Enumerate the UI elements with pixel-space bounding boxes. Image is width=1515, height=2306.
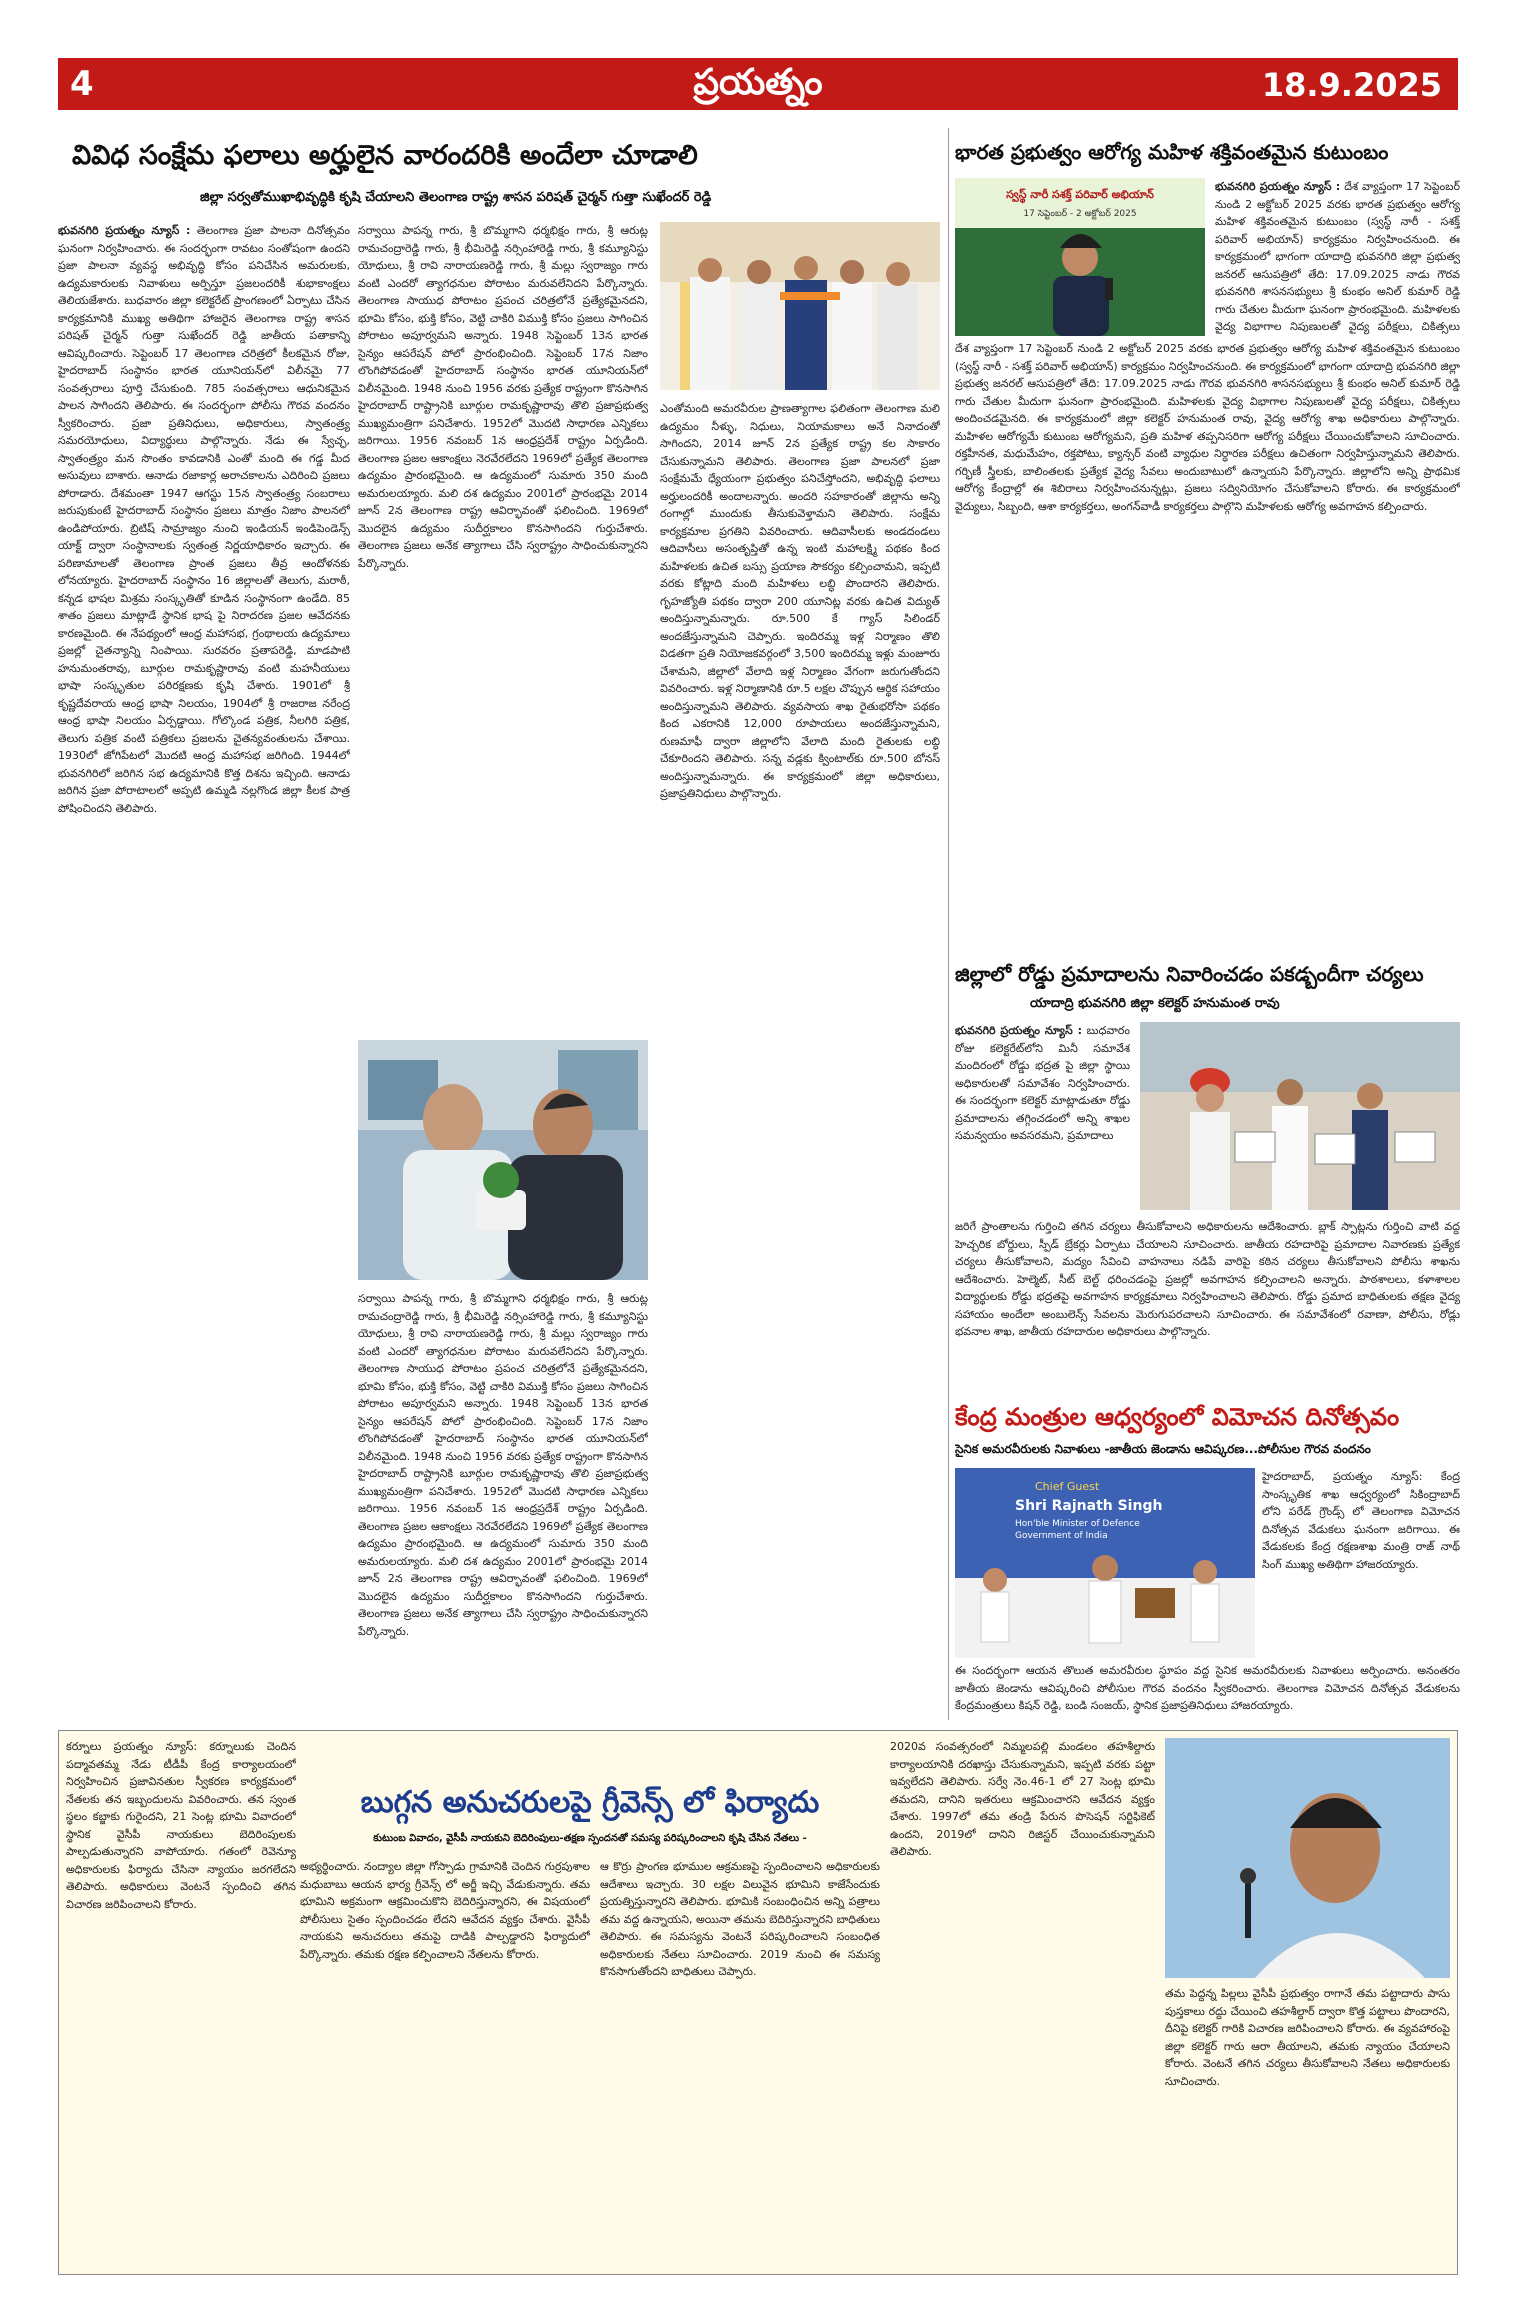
story5-column-4 bbox=[890, 1738, 1155, 2268]
poster-guest-title: Hon'ble Minister of Defence bbox=[1015, 1519, 1140, 1529]
story2-column-b bbox=[955, 340, 1460, 955]
photo-health-campaign bbox=[955, 178, 1205, 336]
story3-body bbox=[955, 1218, 1460, 1398]
story1-column-2-bottom bbox=[358, 1290, 648, 1712]
banner-line-1: స్వస్థ్ నారీ సశక్త్ పరివార్ అభియాన్ bbox=[1006, 188, 1154, 201]
story1-headline: వివిధ సంక్షేమ ఫలాలు అర్హులైన వారందరికి అందేలా చూడాలి bbox=[72, 140, 698, 171]
story1-col2b-text: సర్వాయి పాపన్న గారు, శ్రీ బొమ్మగాని ధర్మభిక్షం గారు, శ్రీ ఆరుట్ల రామచంద్రారెడ్డి గారు, శ్రీ భీమిరెడ్డి నర్సింహారెడ్డి గారు, శ్రీ కమ్యూనిస్టు యోధులు, శ్రీ రావి నారాయణరెడ్డి గారు, శ్రీ మల్లు స్వరాజ్యం గారు వంటి ఎందరో త్యాగధనుల పోరాటం మరువలేనిదని పేర్కొన్నారు. తెలంగాణ సాయుధ పోరాటం ప్రపంచ చరిత్రలోనే ప్రత్యేకమైనదని, భూమి కోసం, భుక్తి కోసం, వెట్టి చాకిరి విముక్తి కోసం ప్రజలు సాగించిన పోరాటం అపూర్వమని అన్నారు. 1948 సెప్టెంబర్ 13న భారత సైన్యం ఆపరేషన్ పోలో ప్రారంభించింది. సెప్టెంబర్ 17న నిజాం లొంగిపోవడంతో హైదరాబాద్ సంస్థానం భారత యూనియన్‌లో విలీనమైంది. 1948 నుంచి 1956 వరకు ప్రత్యేక రాష్ట్రంగా కొనసాగిన హైదరాబాద్ రాష్ట్రానికి బూర్గుల రామకృష్ణారావు తొలి ప్రజాప్రభుత్వ ముఖ్యమంత్రిగా పనిచేశారు. 1952లో మొదటి సాధారణ ఎన్నికలు జరిగాయి. 1956 నవంబర్ 1న ఆంధ్రప్రదేశ్ రాష్ట్రం ఏర్పడింది. తెలంగాణ ప్రజల ఆకాంక్షలు నెరవేరలేదని 1969లో ప్రత్యేక తెలంగాణ ఉద్యమం ప్రారంభమైంది. ఆ ఉద్యమంలో సుమారు 350 మంది అమరులయ్యారు. మలి దశ ఉద్యమం 2001లో ప్రారంభమై 2014 జూన్ 2న తెలంగాణ రాష్ట్ర ఆవిర్భావంతో ఫలించింది. 1969లో మొదలైన ఉద్యమం సుదీర్ఘకాలం కొనసాగిందని గుర్తుచేశారు. తెలంగాణ ప్రజలు అనేక త్యాగాలు చేసి స్వరాష్ట్రం సాధించుకున్నారని పేర్కొన్నారు. bbox=[358, 1292, 648, 1638]
photo-plant-gift bbox=[358, 1040, 648, 1280]
photo-road-safety-release bbox=[1140, 1022, 1460, 1210]
photo-speaker-portrait bbox=[1165, 1738, 1450, 1978]
story5-col5-text: తమ పెద్దన్న పిల్లలు వైసీపీ ప్రభుత్వం రాగానే తమ పట్టాదారు పాసు పుస్తకాలు రద్దు చేయించి తహశీల్దార్ ద్వారా కొత్త పట్టాలు పొందారని, దీనిపై కలెక్టర్ గారికి విచారణ జరిపించాలని కోరారు. ఈ వ్యవహారంపై జిల్లా కలెక్టర్ గారు ఆరా తీయాలని, తమకు న్యాయం చేయాలని కోరారు. వెంటనే తగిన చర్యలు తీసుకోవాలని నేతలు అధికారులకు సూచించారు. bbox=[1165, 1987, 1450, 2088]
story4-body-right: హైదరాబాద్, ప్రయత్నం న్యూస్: కేంద్ర సాంస్కృతిక శాఖ ఆధ్వర్యంలో సికింద్రాబాద్ లోని పరేడ్ గ్రౌండ్స్ లో తెలంగాణ విమోచన దినోత్సవ వేడుకలు ఘనంగా జరిగాయి. ఈ వేడుకలకు కేంద్ర రక్షణశాఖ మంత్రి రాజ్ నాథ్ సింగ్ ముఖ్య అతిథిగా హాజరయ్యారు. bbox=[1262, 1470, 1460, 1571]
story2-column-a bbox=[1215, 178, 1460, 336]
story5-col2-text: అభ్యర్థించారు. నంద్యాల జిల్లా గోస్పాడు గ్రామానికి చెందిన గుర్రపుశాల మధుబాబు ఆయన భార్య గ్రీవెన్స్ లో అర్జీ ఇచ్చి వేడుకున్నారు. తమ భూమిని అక్రమంగా ఆక్రమించుకొని బెదిరిస్తున్నారని, ఈ విషయంలో పోలీసులు సైతం స్పందించడం లేదని ఆవేదన వ్యక్తం చేశారు. వైసీపీ నాయకుని అనుచరులు తమపై దాడికి పాల్పడ్డారని ఫిర్యాదులో పేర్కొన్నారు. తమకు రక్షణ కల్పించాలని నేతలను కోరారు. bbox=[300, 1860, 590, 1961]
story5-column-3 bbox=[600, 1858, 880, 2268]
story1-col2-text: సర్వాయి పాపన్న గారు, శ్రీ బొమ్మగాని ధర్మభిక్షం గారు, శ్రీ ఆరుట్ల రామచంద్రారెడ్డి గారు, శ్రీ భీమిరెడ్డి నర్సింహారెడ్డి గారు, శ్రీ కమ్యూనిస్టు యోధులు, శ్రీ రావి నారాయణరెడ్డి గారు, శ్రీ మల్లు స్వరాజ్యం గారు వంటి ఎందరో త్యాగధనుల పోరాటం మరువలేనిదని పేర్కొన్నారు. తెలంగాణ సాయుధ పోరాటం ప్రపంచ చరిత్రలోనే ప్రత్యేకమైనదని, భూమి కోసం, భుక్తి కోసం, వెట్టి చాకిరి విముక్తి కోసం ప్రజలు సాగించిన పోరాటం అపూర్వమని అన్నారు. 1948 సెప్టెంబర్ 13న భారత సైన్యం ఆపరేషన్ పోలో ప్రారంభించింది. సెప్టెంబర్ 17న నిజాం లొంగిపోవడంతో హైదరాబాద్ సంస్థానం భారత యూనియన్‌లో విలీనమైంది. 1948 నుంచి 1956 వరకు ప్రత్యేక రాష్ట్రంగా కొనసాగిన హైదరాబాద్ రాష్ట్రానికి బూర్గుల రామకృష్ణారావు తొలి ప్రజాప్రభుత్వ ముఖ్యమంత్రిగా పనిచేశారు. 1952లో మొదటి సాధారణ ఎన్నికలు జరిగాయి. 1956 నవంబర్ 1న ఆంధ్రప్రదేశ్ రాష్ట్రం ఏర్పడింది. తెలంగాణ ప్రజల ఆకాంక్షలు నెరవేరలేదని 1969లో ప్రత్యేక తెలంగాణ ఉద్యమం ప్రారంభమైంది. ఆ ఉద్యమంలో సుమారు 350 మంది అమరులయ్యారు. మలి దశ ఉద్యమం 2001లో ప్రారంభమై 2014 జూన్ 2న తెలంగాణ రాష్ట్ర ఆవిర్భావంతో ఫలించింది. 1969లో మొదలైన ఉద్యమం సుదీర్ఘకాలం కొనసాగిందని గుర్తుచేశారు. తెలంగాణ ప్రజలు అనేక త్యాగాలు చేసి స్వరాష్ట్రం సాధించుకున్నారని పేర్కొన్నారు. bbox=[358, 224, 648, 570]
story3-col-left-text: బుధవారం రోజు కలెక్టరేట్‌లోని మినీ సమావేశ మందిరంలో రోడ్డు భద్రత పై జిల్లా స్థాయి అధికారులతో సమావేశం నిర్వహించారు. ఈ సందర్భంగా కలెక్టర్ మాట్లాడుతూ రోడ్డు ప్రమాదాలను తగ్గించడంలో అన్ని శాఖల సమన్వయం అవసరమని, ప్రమాదాలు bbox=[955, 1024, 1130, 1142]
story5-col1-text: కర్నూలు ప్రయత్నం న్యూస్: కర్నూలుకు చెందిన పద్మావతమ్మ నేడు టీడీపీ కేంద్ర కార్యాలయంలో నిర్వహించిన ప్రజావినతుల స్వీకరణ కార్యక్రమంలో నేతలకు తన ఇబ్బందులను వివరించారు. తన స్వంత స్థలం కబ్జాకు గురైందని, 21 సెంట్ల భూమి వివాదంలో స్థానిక వైసీపీ నాయకులు బెదిరింపులకు పాల్పడుతున్నారని వాపోయారు. గతంలో రెవెన్యూ అధికారులకు ఫిర్యాదు చేసినా న్యాయం జరగలేదని తెలిపారు. అధికారులు వెంటనే స్పందించి తగిన విచారణ జరిపించాలని కోరారు. bbox=[66, 1740, 296, 1911]
page-number: 4 bbox=[70, 64, 94, 104]
story3-column-left bbox=[955, 1022, 1130, 1212]
story1-byline: జిల్లా సర్వతోముఖాభివృద్ధికి కృషి చేయాలని తెలంగాణ రాష్ట్ర శాసన పరిషత్ చైర్మన్ గుత్తా సుఖేందర్ రెడ్డి bbox=[200, 190, 712, 205]
story1-column-2-top bbox=[358, 222, 648, 1026]
poster-chief-guest: Chief Guest bbox=[1035, 1480, 1100, 1493]
poster-government: Government of India bbox=[1015, 1531, 1108, 1541]
story3-dateline: భువనగిరి ప్రయత్నం న్యూస్ : bbox=[955, 1024, 1082, 1037]
story2-body-a: దేశ వ్యాప్తంగా 17 సెప్టెంబర్ నుండి 2 అక్టోబర్ 2025 వరకు భారత ప్రభుత్వం ఆరోగ్య మహిళ శక్తివంతమైన కుటుంబం (స్వస్థ్ నారీ - సశక్త్ పరివార్ అభియాన్) కార్యక్రమం నిర్వహించనుంది. ఈ కార్యక్రమంలో భాగంగా యాదాద్రి భువనగిరి జిల్లా ప్రభుత్వ జనరల్ ఆసుపత్రిలో తేది: 17.09.2025 నాడు గౌరవ భువనగిరి శాసనసభ్యులు శ్రీ కుంభం అనిల్ కుమార్ రెడ్డి గారు చేతుల మీదుగా ఘనంగా ప్రారంభమైంది. మహిళలకు వైద్య విభాగాల నిపుణులతో వైద్య పరీక్షలు, చికిత్సలు bbox=[1215, 180, 1460, 333]
photo-felicitation-stage bbox=[660, 222, 940, 390]
story1-col3-text: ఎంతోమంది అమరవీరుల ప్రాణత్యాగాల ఫలితంగా తెలంగాణ మలి ఉద్యమం నీళ్ళు, నిధులు, నియామకాలు అనే నినాదంతో సాగిందని, 2014 జూన్ 2న ప్రత్యేక రాష్ట్ర కల సాకారం చేసుకున్నామని తెలిపారు. తెలంగాణ ప్రజా పాలనలో ప్రజా సంక్షేమమే ధ్యేయంగా ప్రభుత్వం పనిచేస్తోందని, అభివృద్ధి ఫలాలు అర్హులందరికీ అందాలన్నారు. అందరి సహకారంతో జిల్లాను అన్ని రంగాల్లో ముందుకు తీసుకువెళ్తామని తెలిపారు. సంక్షేమ కార్యక్రమాల ప్రగతిని వివరించారు. ఆదివాసీలకు అండదండలు ఆదివాసీలు అసంతృప్తితో ఉన్న ఇంటి మహాలక్ష్మి పథకం కింద మహిళలకు ఉచిత బస్సు ప్రయాణ సౌకర్యం కల్పించామని, ఇప్పటి వరకు కోట్లాది మంది మహిళలు లబ్ధి పొందారని తెలిపారు. గృహజ్యోతి పథకం ద్వారా 200 యూనిట్ల వరకు ఉచిత విద్యుత్ అందిస్తున్నామన్నారు. రూ.500 కే గ్యాస్ సిలిండర్ అందజేస్తున్నామని చెప్పారు. ఇందిరమ్మ ఇళ్ల నిర్మాణం తొలి విడతగా ప్రతి నియోజకవర్గంలో 3,500 ఇందిరమ్మ ఇళ్లు మంజూరు చేశామని, జిల్లాలో వేలాది ఇళ్ల నిర్మాణం వేగంగా జరుగుతోందని వివరించారు. ఇళ్ల నిర్మాణానికి రూ.5 లక్షల చొప్పున ఆర్థిక సహాయం అందిస్తున్నామని తెలిపారు. వ్యవసాయ శాఖ రైతుభరోసా పథకం కింద ఎకరానికి 12,000 రూపాయలు అందజేస్తున్నామని, రుణమాఫీ ద్వారా జిల్లాలోని వేలాది మంది రైతులకు లబ్ధి చేకూరిందని తెలిపారు. సన్న వడ్లకు క్వింటాల్‌కు రూ.500 బోనస్ అందిస్తున్నామన్నారు. ఈ కార్యక్రమంలో జిల్లా అధికారులు, ప్రజాప్రతినిధులు పాల్గొన్నారు. bbox=[660, 402, 940, 800]
story5-col4-text: 2020వ సంవత్సరంలో నిమ్మలపల్లి మండలం తహశీల్దారు కార్యాలయానికి దరఖాస్తు చేసుకున్నామని, ఇప్పటి వరకు పట్టా ఇవ్వలేదని తెలిపారు. సర్వే నెం.46-1 లో 27 సెంట్ల భూమి తమదని, దానిని ఇతరులు ఆక్రమించారని ఆవేదన వ్యక్తం చేశారు. 1997లో తమ తండ్రి పేరున పొసెషన్ సర్టిఫికెట్ ఉందని, 2019లో దానిని రిజిస్టర్ చేయించుకున్నామని తెలిపారు. bbox=[890, 1740, 1155, 1858]
story5-column-5 bbox=[1165, 1985, 1450, 2268]
story4-column-bottom bbox=[955, 1662, 1460, 1716]
story2-body-b: దేశ వ్యాప్తంగా 17 సెప్టెంబర్ నుండి 2 అక్టోబర్ 2025 వరకు భారత ప్రభుత్వం ఆరోగ్య మహిళ శక్తివంతమైన కుటుంబం (స్వస్థ్ నారీ - సశక్త్ పరివార్ అభియాన్) కార్యక్రమం నిర్వహించనుంది. ఈ కార్యక్రమంలో భాగంగా యాదాద్రి భువనగిరి జిల్లా ప్రభుత్వ జనరల్ ఆసుపత్రిలో తేది: 17.09.2025 నాడు గౌరవ భువనగిరి శాసనసభ్యులు శ్రీ కుంభం అనిల్ కుమార్ రెడ్డి గారు చేతుల మీదుగా ఘనంగా ప్రారంభమైంది. మహిళలకు వైద్య విభాగాల నిపుణులతో వైద్య పరీక్షలు, చికిత్సలు అందించడమైనది. ఈ కార్యక్రమంలో జిల్లా కలెక్టర్ హనుమంత రావు, వైద్య ఆరోగ్య శాఖ అధికారులు పాల్గొన్నారు. మహిళల ఆరోగ్యమే కుటుంబ ఆరోగ్యమని, ప్రతి మహిళ తప్పనిసరిగా ఆరోగ్య పరీక్షలు చేయించుకోవాలని సూచించారు. రక్తహీనత, మధుమేహం, రక్తపోటు, క్యాన్సర్ వంటి వ్యాధుల నిర్ధారణ పరీక్షలు ఉచితంగా నిర్వహిస్తున్నామని తెలిపారు. గర్భిణీ స్త్రీలకు, బాలింతలకు ప్రత్యేక వైద్య సేవలు అందుబాటులో ఉన్నాయని పేర్కొన్నారు. జిల్లాలోని అన్ని ప్రాథమిక ఆరోగ్య కేంద్రాల్లో ఈ శిబిరాలు నిర్వహించనున్నట్లు, ప్రజలు సద్వినియోగం చేసుకోవాలని కోరారు. ఈ కార్యక్రమంలో వైద్యులు, సిబ్బంది, ఆశా కార్యకర్తలు, అంగన్‌వాడీ కార్యకర్తలు పాల్గొని మహిళలకు ఆరోగ్య అవగాహన కల్పించారు. bbox=[955, 342, 1460, 513]
masthead bbox=[58, 58, 1458, 110]
story5-column-1 bbox=[66, 1738, 296, 2268]
photo-rajnath-singh-event bbox=[955, 1468, 1255, 1658]
issue-date: 18.9.2025 bbox=[1261, 66, 1442, 104]
story5-col3-text: ఆ కొర్రు ప్రాంగణ భూముల ఆక్రమణపై స్పందించాలని అధికారులకు ఆదేశాలు ఇచ్చారు. 30 లక్షల విలువైన భూమిని కాజేసేందుకు ప్రయత్నిస్తున్నారని తెలిపారు. భూమికి సంబంధించిన అన్ని పత్రాలు తమ వద్ద ఉన్నాయని, అయినా తమను బెదిరిస్తున్నారని బాధితులు తెలిపారు. ఈ సమస్యను వెంటనే పరిష్కరించాలని సంబంధిత అధికారులకు నేతలు సూచించారు. 2019 నుంచి ఈ సమస్య కొనసాగుతోందని బాధితులు చెప్పారు. bbox=[600, 1860, 880, 1978]
story2-dateline: భువనగిరి ప్రయత్నం న్యూస్ : bbox=[1215, 180, 1341, 193]
story3-body-text: జరిగే ప్రాంతాలను గుర్తించి తగిన చర్యలు తీసుకోవాలని అధికారులను ఆదేశించారు. బ్లాక్ స్పాట్లను గుర్తించి వాటి వద్ద హెచ్చరిక బోర్డులు, స్పీడ్ బ్రేకర్లు ఏర్పాటు చేయాలని సూచించారు. జాతీయ రహదారిపై ప్రమాదాల నివారణకు ప్రత్యేక చర్యలు తీసుకోవాలని, మద్యం సేవించి వాహనాలు నడిపే వారిపై కఠిన చర్యలు తీసుకోవాలని పోలీసు శాఖను ఆదేశించారు. హెల్మెట్, సీట్ బెల్ట్ ధరించడంపై ప్రజల్లో అవగాహన కల్పించాలని అన్నారు. పాఠశాలలు, కళాశాలల విద్యార్థులకు రోడ్డు భద్రతపై అవగాహన కార్యక్రమాలు నిర్వహించాలని తెలిపారు. రోడ్డు ప్రమాద బాధితులకు తక్షణ వైద్య సహాయం అందేలా అంబులెన్స్ సేవలను మెరుగుపరచాలని సూచించారు. ఈ సమావేశంలో రవాణా, పోలీసు, రోడ్లు భవనాల శాఖ, జాతీయ రహదారుల అధికారులు పాల్గొన్నారు. bbox=[955, 1220, 1460, 1338]
paper-name: ప్రయత్నం bbox=[693, 62, 823, 103]
story3-headline: జిల్లాలో రోడ్డు ప్రమాదాలను నివారించడం పకడ్బందీగా చర్యలు bbox=[955, 962, 1424, 986]
story5-column-2 bbox=[300, 1858, 590, 2268]
story4-body-bottom: ఈ సందర్భంగా ఆయన తొలుత అమరవీరుల స్థూపం వద్ద సైనిక అమరవీరులకు నివాళులు అర్పించారు. అనంతరం జాతీయ జెండాను ఆవిష్కరించి పోలీసుల గౌరవ వందనం స్వీకరించారు. తెలంగాణ విమోచన దినోత్సవ వేడుకలను కేంద్రమంత్రులు కిషన్ రెడ్డి, బండి సంజయ్, స్థానిక ప్రజాప్రతినిధులు హాజరయ్యారు. bbox=[955, 1664, 1460, 1712]
poster-guest-name: Shri Rajnath Singh bbox=[1015, 1498, 1163, 1514]
story5-headline: బుగ్గన అనుచరులపై గ్రీవెన్స్ లో ఫిర్యాదు bbox=[360, 1785, 820, 1820]
story5-byline: కుటుంబ వివాదం, వైసీపీ నాయకుని బెదిరింపులు-తక్షణ స్పందనతో సమస్య పరిష్కరించాలని కృషి చేసిన నేతలు - bbox=[373, 1833, 807, 1844]
story1-dateline: భువనగిరి ప్రయత్నం న్యూస్ : bbox=[58, 224, 191, 237]
column-divider bbox=[948, 128, 949, 1720]
banner-line-2: 17 సెప్టెంబర్ - 2 అక్టోబర్ 2025 bbox=[1023, 209, 1137, 219]
story1-column-1 bbox=[58, 222, 350, 1712]
story1-column-3 bbox=[660, 400, 940, 1712]
story4-subhead: సైనిక అమరవీరులకు నివాళులు -జాతీయ జెండాను ఆవిష్కరణ...పోలీసుల గౌరవ వందనం bbox=[955, 1442, 1371, 1456]
story3-byline: యాదాద్రి భువనగిరి జిల్లా కలెక్టర్ హనుమంత రావు bbox=[1030, 996, 1280, 1011]
story4-headline: కేంద్ర మంత్రుల ఆధ్వర్యంలో విమోచన దినోత్సవం bbox=[955, 1403, 1400, 1431]
story2-headline: భారత ప్రభుత్వం ఆరోగ్య మహిళ శక్తివంతమైన కుటుంబం bbox=[955, 140, 1389, 164]
story1-col1-text: తెలంగాణ ప్రజా పాలనా దినోత్సవం ఘనంగా నిర్వహించారు. ఈ సందర్భంగా రావటం సంతోషంగా ఉందని ప్రజా పాలనా వ్యవస్థ అభివృద్ధి కోసం పనిచేసిన అమరులకు, ఉద్యమకారులకు నివాళులు అర్పిస్తూ ప్రజలందరికీ శుభాకాంక్షలు తెలియజేశారు. బుధవారం జిల్లా కలెక్టరేట్ ప్రాంగణంలో ఏర్పాటు చేసిన కార్యక్రమానికి ముఖ్య అతిథిగా హాజరైన తెలంగాణ రాష్ట్ర శాసన పరిషత్ చైర్మన్ గుత్తా సుఖేందర్ రెడ్డి జాతీయ పతాకాన్ని ఆవిష్కరించారు. సెప్టెంబర్ 17 తెలంగాణ చరిత్రలో కీలకమైన రోజు, హైదరాబాద్ సంస్థానం భారత యూనియన్‌లో విలీనమై 77 సంవత్సరాలు పూర్తి చేసుకుంది. 785 సంవత్సరాలు ఆధునికమైన పాలన సాగిందని తెలిపారు. ఈ సందర్భంగా పోలీసు గౌరవ వందనం స్వీకరించారు. ప్రజా ప్రతినిధులు, అధికారులు, స్వాతంత్ర్య సమరయోధులు, విద్యార్థులు పాల్గొన్నారు. నేడు ఈ స్వేచ్ఛ, స్వాతంత్ర్యం మన సొంతం కావడానికి ఎంతో మంది ఈ గడ్డ మీద అసువులు బాశారు. ఆనాడు రజాకార్ల అరాచకాలను ఎదిరించి ప్రజలు పోరాడారు. దేశమంతా 1947 ఆగస్టు 15న స్వాతంత్ర్య సంబరాలు జరుపుకుంటే హైదరాబాద్ సంస్థానం ప్రజలు మాత్రం నిజాం పాలనలో ఉండిపోయారు. బ్రిటిష్ సామ్రాజ్యం నుంచి ఇండియన్ ఇండిపెండెన్స్ యాక్ట్ ద్వారా సంస్థానాలకు స్వతంత్ర నిర్ణయాధికారం ఇచ్చారు. ఈ పరిణామాలతో తెలంగాణ ప్రాంత ప్రజలు తీవ్ర ఆందోళనకు లోనయ్యారు. హైదరాబాద్ సంస్థానం 16 జిల్లాలతో తెలుగు, మరాఠీ, కన్నడ భాషల మిశ్రమ సంస్కృతితో కూడిన సంస్థానంగా ఉండేది. 85 శాతం ప్రజలు మాట్లాడే స్థానిక భాష పై నిరాదరణ ప్రజల ఆవేదనకు కారణమైంది. ఈ నేపథ్యంలో ఆంధ్ర మహాసభ, గ్రంథాలయ ఉద్యమాలు ప్రజల్లో చైతన్యాన్ని నింపాయి. సురవరం ప్రతాపరెడ్డి, మాడపాటి హనుమంతరావు, బూర్గుల రామకృష్ణారావు వంటి మహనీయులు భాషా సంస్కృతుల పరిరక్షణకు కృషి చేశారు. 1901లో శ్రీ కృష్ణదేవరాయ ఆంధ్ర భాషా నిలయం, 1904లో శ్రీ రాజరాజ నరేంద్ర ఆంధ్ర భాషా నిలయం ఏర్పడ్డాయి. గోల్కొండ పత్రిక, నీలగిరి పత్రిక, తెలుగు పత్రిక వంటి పత్రికలు ప్రజలను చైతన్యవంతులను చేశాయి. 1930లో జోగిపేటలో మొదటి ఆంధ్ర మహాసభ జరిగింది. 1944లో భువనగిరిలో జరిగిన సభ ఉద్యమానికి కొత్త దిశను ఇచ్చింది. ఆనాడు జరిగిన ప్రజా పోరాటాలలో అప్పటి ఉమ్మడి నల్లగొండ జిల్లా కీలక పాత్ర పోషించిందని తెలిపారు. bbox=[58, 224, 350, 815]
story4-column-right bbox=[1262, 1468, 1460, 1658]
